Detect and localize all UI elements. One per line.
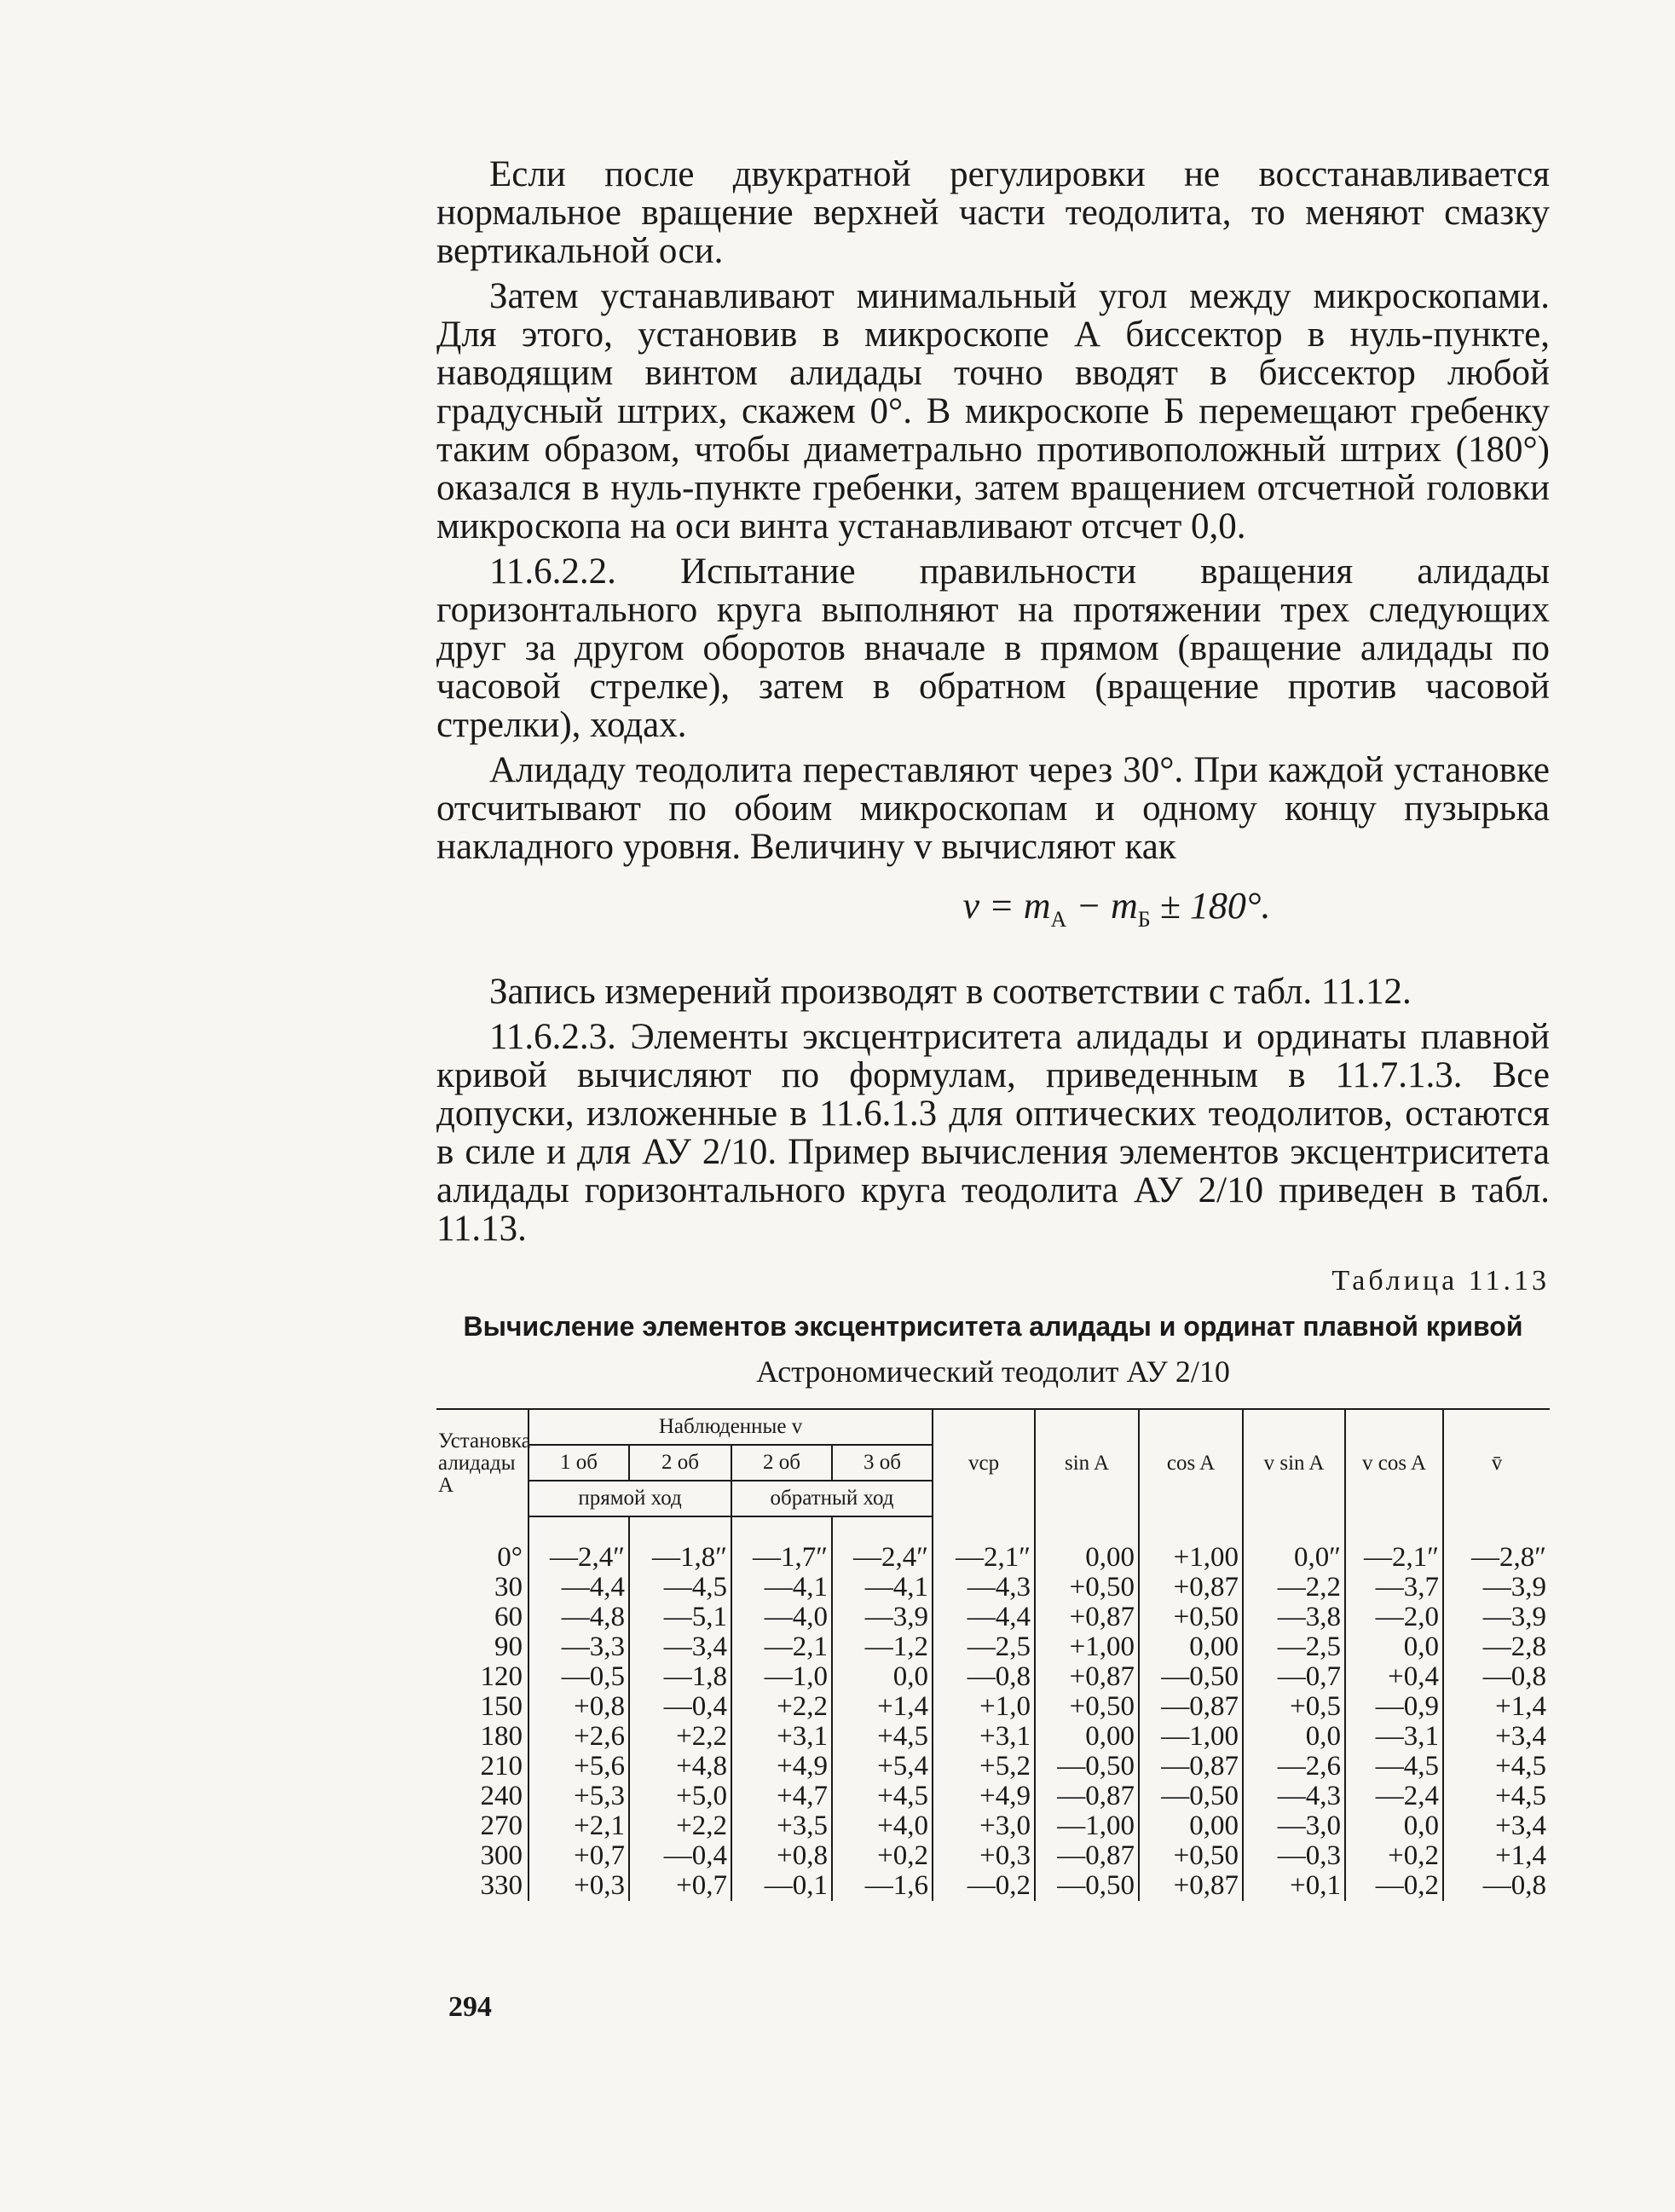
table-cell: +1,4 (1443, 1692, 1550, 1722)
table-row (436, 1722, 1550, 1752)
table-cell: —3,1 (1345, 1722, 1443, 1752)
header-reverse: обратный ход (731, 1481, 933, 1516)
table-cell: —0,50 (1139, 1662, 1243, 1692)
table-cell: 60 (494, 1602, 523, 1632)
table-cell: 0,0 (1345, 1632, 1443, 1662)
table-cell: +0,8 (731, 1841, 832, 1871)
table-cell: —1,2 (832, 1632, 933, 1662)
table-cell: —4,3 (1243, 1782, 1345, 1811)
table-cell: 0,00 (1035, 1543, 1139, 1573)
table-cell: +0,87 (1139, 1871, 1243, 1901)
table-cell: —0,5 (528, 1662, 629, 1692)
table-cell: —2,2 (1243, 1573, 1345, 1603)
table-cell: +5,4 (832, 1752, 933, 1782)
table-cell: 0,0 (1345, 1811, 1443, 1841)
header-direct: прямой ход (528, 1481, 731, 1516)
table-cell: —0,3 (1243, 1841, 1345, 1871)
table-cell: —2,1″ (1345, 1543, 1443, 1573)
table-cell: —2,1 (731, 1632, 832, 1662)
table-row (436, 1871, 1550, 1901)
table-cell: +0,2 (1345, 1841, 1443, 1871)
table-cell: 0,00 (1035, 1722, 1139, 1752)
header-ob1: 1 об (528, 1445, 629, 1481)
table-cell: +5,3 (528, 1782, 629, 1811)
table-cell: +0,7 (528, 1841, 629, 1871)
formula-sub-a: А (1050, 906, 1067, 932)
table-cell: —4,0 (731, 1603, 832, 1632)
table-cell: —2,5 (933, 1632, 1035, 1662)
table-cell: —3,8 (1243, 1603, 1345, 1632)
body-text (436, 155, 1550, 1255)
header-vsina: v sin A (1243, 1409, 1345, 1516)
table-cell: —0,4 (629, 1692, 731, 1722)
table-cell: 270 (480, 1811, 523, 1841)
formula-sub-b: Б (1137, 906, 1151, 932)
formula-lhs: v = m (962, 885, 1051, 927)
table-cell: +0,87 (1139, 1573, 1243, 1603)
header-setting: Установка алидады А (436, 1409, 528, 1516)
table-cell: —0,2 (1345, 1871, 1443, 1901)
table-cell: —0,9 (1345, 1692, 1443, 1722)
table-cell: —2,4 (1345, 1782, 1443, 1811)
table-cell: —3,3 (528, 1632, 629, 1662)
table-cell: +3,5 (731, 1811, 832, 1841)
table-row (436, 1782, 1550, 1811)
table-cell: 0,00 (1139, 1811, 1243, 1841)
paragraph-3: 11.6.2.2. Испытание правильности вращения алидады горизонтального круга выполняют на протяжении трех следующих друг за другом оборотов вначале в прямом (вращение алидады по часовой стрелке), затем в обратном (вращение против часовой стрелки), ходах. (436, 552, 1550, 745)
table-cell: —4,4 (933, 1603, 1035, 1632)
table-cell: +0,50 (1035, 1692, 1139, 1722)
table-cell: +4,5 (1443, 1782, 1550, 1811)
table-cell: —4,1 (832, 1573, 933, 1603)
paragraph-1: Если после двукратной регулировки не восстанавливается нормальное вращение верхней части теодолита, то меняют смазку вертикальной оси. (436, 154, 1550, 271)
table-cell: +3,1 (933, 1722, 1035, 1752)
table-cell: —0,87 (1139, 1692, 1243, 1722)
table-cell: +3,0 (933, 1811, 1035, 1841)
table-cell: 90 (494, 1632, 523, 1662)
table-cell: —0,50 (1139, 1782, 1243, 1811)
table-cell: 330 (480, 1870, 523, 1901)
table-cell: +0,87 (1035, 1662, 1139, 1692)
table-cell: —3,9 (832, 1603, 933, 1632)
table-cell: +0,50 (1035, 1573, 1139, 1603)
paragraph-4: Алидаду теодолита переставляют через 30°. При каждой установке отсчитывают по обоим микроскопам и одному концу пузырька накладного уровня. Величину v вычисляют как (436, 750, 1550, 867)
paragraph-5: Запись измерений производят в соответствии с табл. 11.12. (489, 971, 1412, 1012)
table-row (436, 1692, 1550, 1722)
table-cell: —4,3 (933, 1573, 1035, 1603)
header-sina: sin A (1035, 1409, 1139, 1516)
table-cell: 0,00 (1139, 1632, 1243, 1662)
table-cell: +5,6 (528, 1752, 629, 1782)
table-cell: +0,87 (1035, 1603, 1139, 1632)
table-cell: 0,0 (1243, 1722, 1345, 1752)
table-cell: +4,9 (933, 1782, 1035, 1811)
table-cell: —4,4 (528, 1573, 629, 1603)
table-cell: —1,8 (629, 1662, 731, 1692)
table-cell: 180 (480, 1721, 523, 1752)
table-cell: +4,5 (832, 1782, 933, 1811)
table-cell: 210 (480, 1751, 523, 1782)
table-cell: +0,50 (1139, 1841, 1243, 1871)
formula (684, 887, 1550, 939)
table-row (436, 1811, 1550, 1841)
table-row (436, 1543, 1550, 1573)
table-cell: +0,2 (832, 1841, 933, 1871)
table-row (436, 1841, 1550, 1871)
table-cell: —0,50 (1035, 1871, 1139, 1901)
table-cell: +0,50 (1139, 1603, 1243, 1632)
table-cell: —2,6 (1243, 1752, 1345, 1782)
table-cell: —2,8″ (1443, 1543, 1550, 1573)
table-cell: —3,0 (1243, 1811, 1345, 1841)
table-cell: —3,9 (1443, 1573, 1550, 1603)
table-cell: +4,7 (731, 1782, 832, 1811)
table-cell: —2,5 (1243, 1632, 1345, 1662)
table-cell: 300 (480, 1840, 523, 1871)
table-cell: 0,0″ (1243, 1543, 1345, 1573)
page-number: 294 (448, 1991, 492, 2023)
table-cell: —0,4 (629, 1841, 731, 1871)
table-cell: +2,2 (731, 1692, 832, 1722)
table-cell: —1,00 (1139, 1722, 1243, 1752)
table-cell: +0,8 (528, 1692, 629, 1722)
table-label: Таблица 11.13 (1331, 1265, 1550, 1297)
table-cell: +5,2 (933, 1752, 1035, 1782)
table-cell: —0,87 (1035, 1841, 1139, 1871)
table-cell: —2,1″ (933, 1543, 1035, 1573)
table-cell: +2,2 (629, 1722, 731, 1752)
table-cell: —0,87 (1035, 1782, 1139, 1811)
table-cell: —0,2 (933, 1871, 1035, 1901)
header-cosa: cos A (1139, 1409, 1243, 1516)
table-cell: +2,2 (629, 1811, 731, 1841)
table-cell: —5,1 (629, 1603, 731, 1632)
table-cell: —3,9 (1443, 1603, 1550, 1632)
table-cell: 30 (494, 1572, 523, 1603)
table-cell: +2,1 (528, 1811, 629, 1841)
table-cell: +1,4 (832, 1692, 933, 1722)
table-cell: —2,4″ (832, 1543, 933, 1573)
paragraph-2: Затем устанавливают минимальный угол между микроскопами. Для этого, установив в микроскопе А биссектор в нуль-пункте, наводящим винтом алидады точно вводят в биссектор любой градусный штрих, скажем 0°. В микроскопе Б перемещают гребенку таким образом, чтобы диаметрально противоположный штрих (180°) оказался в нуль-пункте гребенки, затем вращением отсчетной головки микроскопа на оси винта устанавливают отсчет 0,0. (436, 276, 1550, 546)
table-cell: —3,4 (629, 1632, 731, 1662)
table-cell: +1,0 (933, 1692, 1035, 1722)
table-cell: —0,1 (731, 1871, 832, 1901)
table-cell: —1,0 (731, 1662, 832, 1692)
table-cell: +4,5 (1443, 1752, 1550, 1782)
table-cell: +4,5 (832, 1722, 933, 1752)
table-cell: —0,7 (1243, 1662, 1345, 1692)
table-cell: +1,00 (1035, 1632, 1139, 1662)
table-cell: —1,00 (1035, 1811, 1139, 1841)
table-cell: 120 (480, 1661, 523, 1692)
table-cell: —2,8 (1443, 1632, 1550, 1662)
table-row (436, 1603, 1550, 1632)
table-cell: +0,7 (629, 1871, 731, 1901)
table-cell: +1,00 (1139, 1543, 1243, 1573)
table-cell: —0,87 (1139, 1752, 1243, 1782)
table-cell: +4,8 (629, 1752, 731, 1782)
table-cell: —3,7 (1345, 1573, 1443, 1603)
table-cell: —1,7″ (731, 1543, 832, 1573)
table-row (436, 1662, 1550, 1692)
data-table (436, 1408, 1550, 1901)
table-cell: +1,4 (1443, 1841, 1550, 1871)
table-cell: +0,4 (1345, 1662, 1443, 1692)
table-cell: 240 (480, 1781, 523, 1811)
table-row (436, 1752, 1550, 1782)
table-cell: —2,0 (1345, 1603, 1443, 1632)
table-cell: —4,8 (528, 1603, 629, 1632)
table-cell: —4,1 (731, 1573, 832, 1603)
table-row (436, 1573, 1550, 1603)
header-vcosa: v cos A (1345, 1409, 1443, 1516)
header-vbar: v̄ (1443, 1409, 1550, 1516)
header-ob2b: 2 об (731, 1445, 832, 1481)
header-ob2a: 2 об (629, 1445, 731, 1481)
table-cell: +3,4 (1443, 1722, 1550, 1752)
table-cell: —2,4″ (528, 1543, 629, 1573)
table-cell: +3,1 (731, 1722, 832, 1752)
table-cell: —0,8 (933, 1662, 1035, 1692)
table-cell: +3,4 (1443, 1811, 1550, 1841)
table-cell: +0,5 (1243, 1692, 1345, 1722)
table-cell: —0,8 (1443, 1662, 1550, 1692)
table-cell: —4,5 (1345, 1752, 1443, 1782)
formula-rhs: ± 180°. (1150, 885, 1271, 927)
header-ob3: 3 об (832, 1445, 933, 1481)
table-cell: 150 (480, 1691, 523, 1722)
table-cell: 0° (497, 1542, 523, 1573)
table-cell: +0,1 (1243, 1871, 1345, 1901)
table-subtitle: Астрономический теодолит АУ 2/10 (756, 1354, 1230, 1389)
header-observed: Наблюденные v (528, 1409, 933, 1445)
table-cell: +4,9 (731, 1752, 832, 1782)
formula-mid: − m (1066, 885, 1138, 927)
table-cell: —1,6 (832, 1871, 933, 1901)
table-title: Вычисление элементов эксцентриситета алидады и ординат плавной кривой (463, 1311, 1523, 1342)
table-row (436, 1632, 1550, 1662)
table-cell: 0,0 (832, 1662, 933, 1692)
table-cell: +0,3 (933, 1841, 1035, 1871)
table-cell: +5,0 (629, 1782, 731, 1811)
table-cell: —0,8 (1443, 1871, 1550, 1901)
table-cell: —1,8″ (629, 1543, 731, 1573)
table-cell: —4,5 (629, 1573, 731, 1603)
table-cell: +0,3 (528, 1871, 629, 1901)
table-cell: +4,0 (832, 1811, 933, 1841)
table-cell: +2,6 (528, 1722, 629, 1752)
table-cell: —0,50 (1035, 1752, 1139, 1782)
header-vcp: vср (933, 1409, 1035, 1516)
paragraph-6: 11.6.2.3. Элементы эксцентриситета алидады и ординаты плавной кривой вычисляют по формулам, приведенным в 11.7.1.3. Все допуски, изложенные в 11.6.1.3 для оптических теодолитов, остаются в силе и для АУ 2/10. Пример вычисления элементов эксцентриситета алидады горизонтального круга теодолита АУ 2/10 приведен в табл. 11.13. (436, 1016, 1550, 1249)
